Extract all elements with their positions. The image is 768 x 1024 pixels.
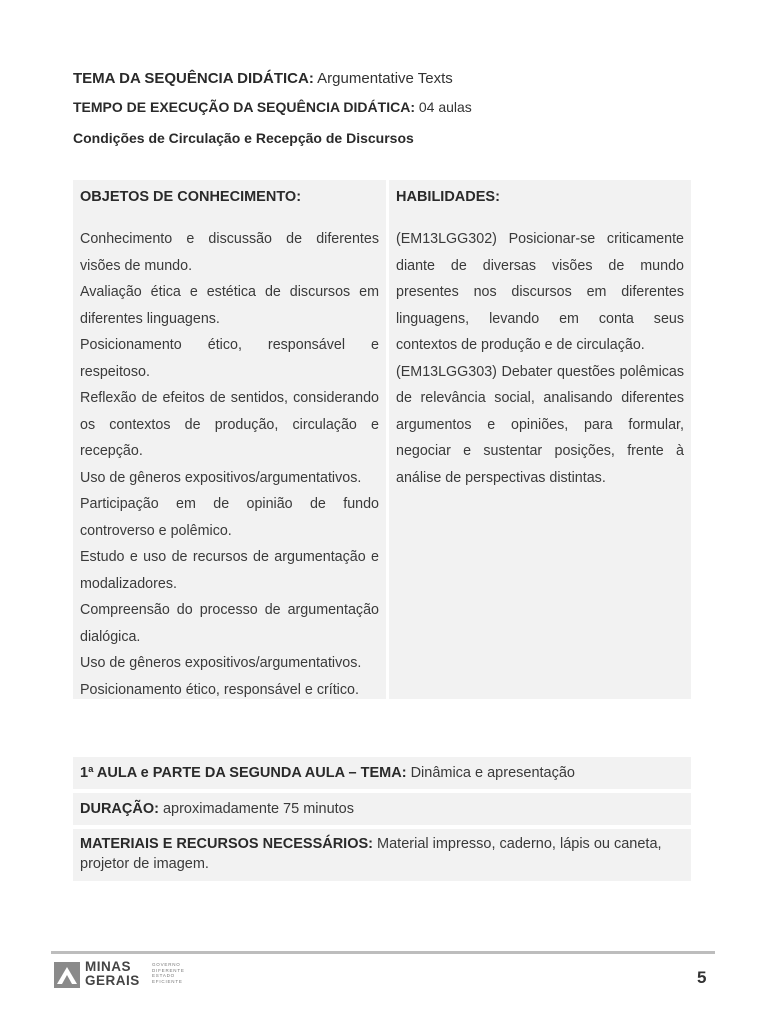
logo-tag-3: ESTADO (152, 973, 175, 978)
theme-value: Argumentative Texts (317, 70, 453, 87)
materials-row (73, 829, 691, 881)
skill-item: (EM13LGG303) Debater questões polêmicas de relevância social, analisando diferentes argumentos e opiniões, para formular, negociar e sustentar posições, frente à análise de perspectivas distintas. (396, 363, 684, 486)
skills-header: HABILIDADES: (396, 189, 500, 205)
time-line (73, 99, 472, 115)
object-item: Estudo e uso de recursos de argumentação e modalizadores. (80, 549, 379, 592)
logo-tag-2: DIFERENTE (152, 967, 185, 973)
theme-label: TEMA DA SEQUÊNCIA DIDÁTICA: (73, 70, 314, 87)
skill-item: (EM13LGG302) Posicionar-se criticamente diante de diversas visões de mundo presentes nos discursos em diferentes linguagens, levando em conta seus contextos de produção e de circulação. (396, 231, 684, 353)
footer-divider (51, 951, 715, 954)
time-label: TEMPO DE EXECUÇÃO DA SEQUÊNCIA DIDÁTICA: (73, 99, 415, 115)
duration-value: aproximadamente 75 minutos (162, 801, 354, 817)
object-item: Participação em de opinião de fundo controverso e polêmico. (80, 496, 379, 539)
lesson-label: 1ª AULA e PARTE DA SEGUNDA AULA – TEMA: (80, 765, 407, 781)
minas-gerais-logo (54, 960, 194, 990)
object-item: Posicionamento ético, responsável e respeitoso. (80, 337, 379, 380)
object-item: Posicionamento ético, responsável e crítico. (80, 681, 359, 698)
materials-label: MATERIAIS E RECURSOS NECESSÁRIOS: (80, 836, 373, 852)
logo-wordmark (85, 960, 140, 988)
materials-value: Material impresso, caderno, lápis ou caneta, projetor de imagem. (80, 836, 662, 872)
object-item: Compreensão do processo de argumentação dialógica. (80, 602, 379, 645)
object-item: Uso de gêneros expositivos/argumentativos. (80, 469, 362, 486)
duration-row (73, 793, 691, 825)
logo-line1: MINAS (85, 959, 131, 974)
objects-header: OBJETOS DE CONHECIMENTO: (80, 189, 302, 205)
skills-list (396, 226, 684, 491)
theme-line (73, 70, 453, 87)
logo-line2: GERAIS (85, 973, 140, 988)
lesson-value: Dinâmica e apresentação (410, 765, 575, 781)
logo-tag-1: GOVERNO (152, 962, 181, 967)
knowledge-skills-table (73, 180, 691, 699)
object-item: Reflexão de efeitos de sentidos, considerando os contextos de produção, circulação e recepção. (80, 390, 379, 459)
object-item: Uso de gêneros expositivos/argumentativos. (80, 655, 362, 671)
lesson-theme-row (73, 757, 691, 789)
page-number: 5 (697, 968, 707, 987)
mountain-triangle-icon (54, 962, 80, 988)
logo-tag-4: EFICIENTE (152, 978, 183, 984)
time-value: 04 aulas (418, 99, 472, 115)
conditions-heading: Condições de Circulação e Recepção de Discursos (73, 130, 414, 146)
logo-tagline (152, 962, 185, 984)
object-item: Conhecimento e discussão de diferentes visões de mundo. (80, 231, 379, 274)
objects-column (73, 180, 386, 699)
object-item: Avaliação ética e estética de discursos em diferentes linguagens. (80, 284, 379, 327)
skills-column (389, 180, 691, 699)
objects-list (80, 226, 379, 703)
duration-label: DURAÇÃO: (80, 801, 159, 817)
